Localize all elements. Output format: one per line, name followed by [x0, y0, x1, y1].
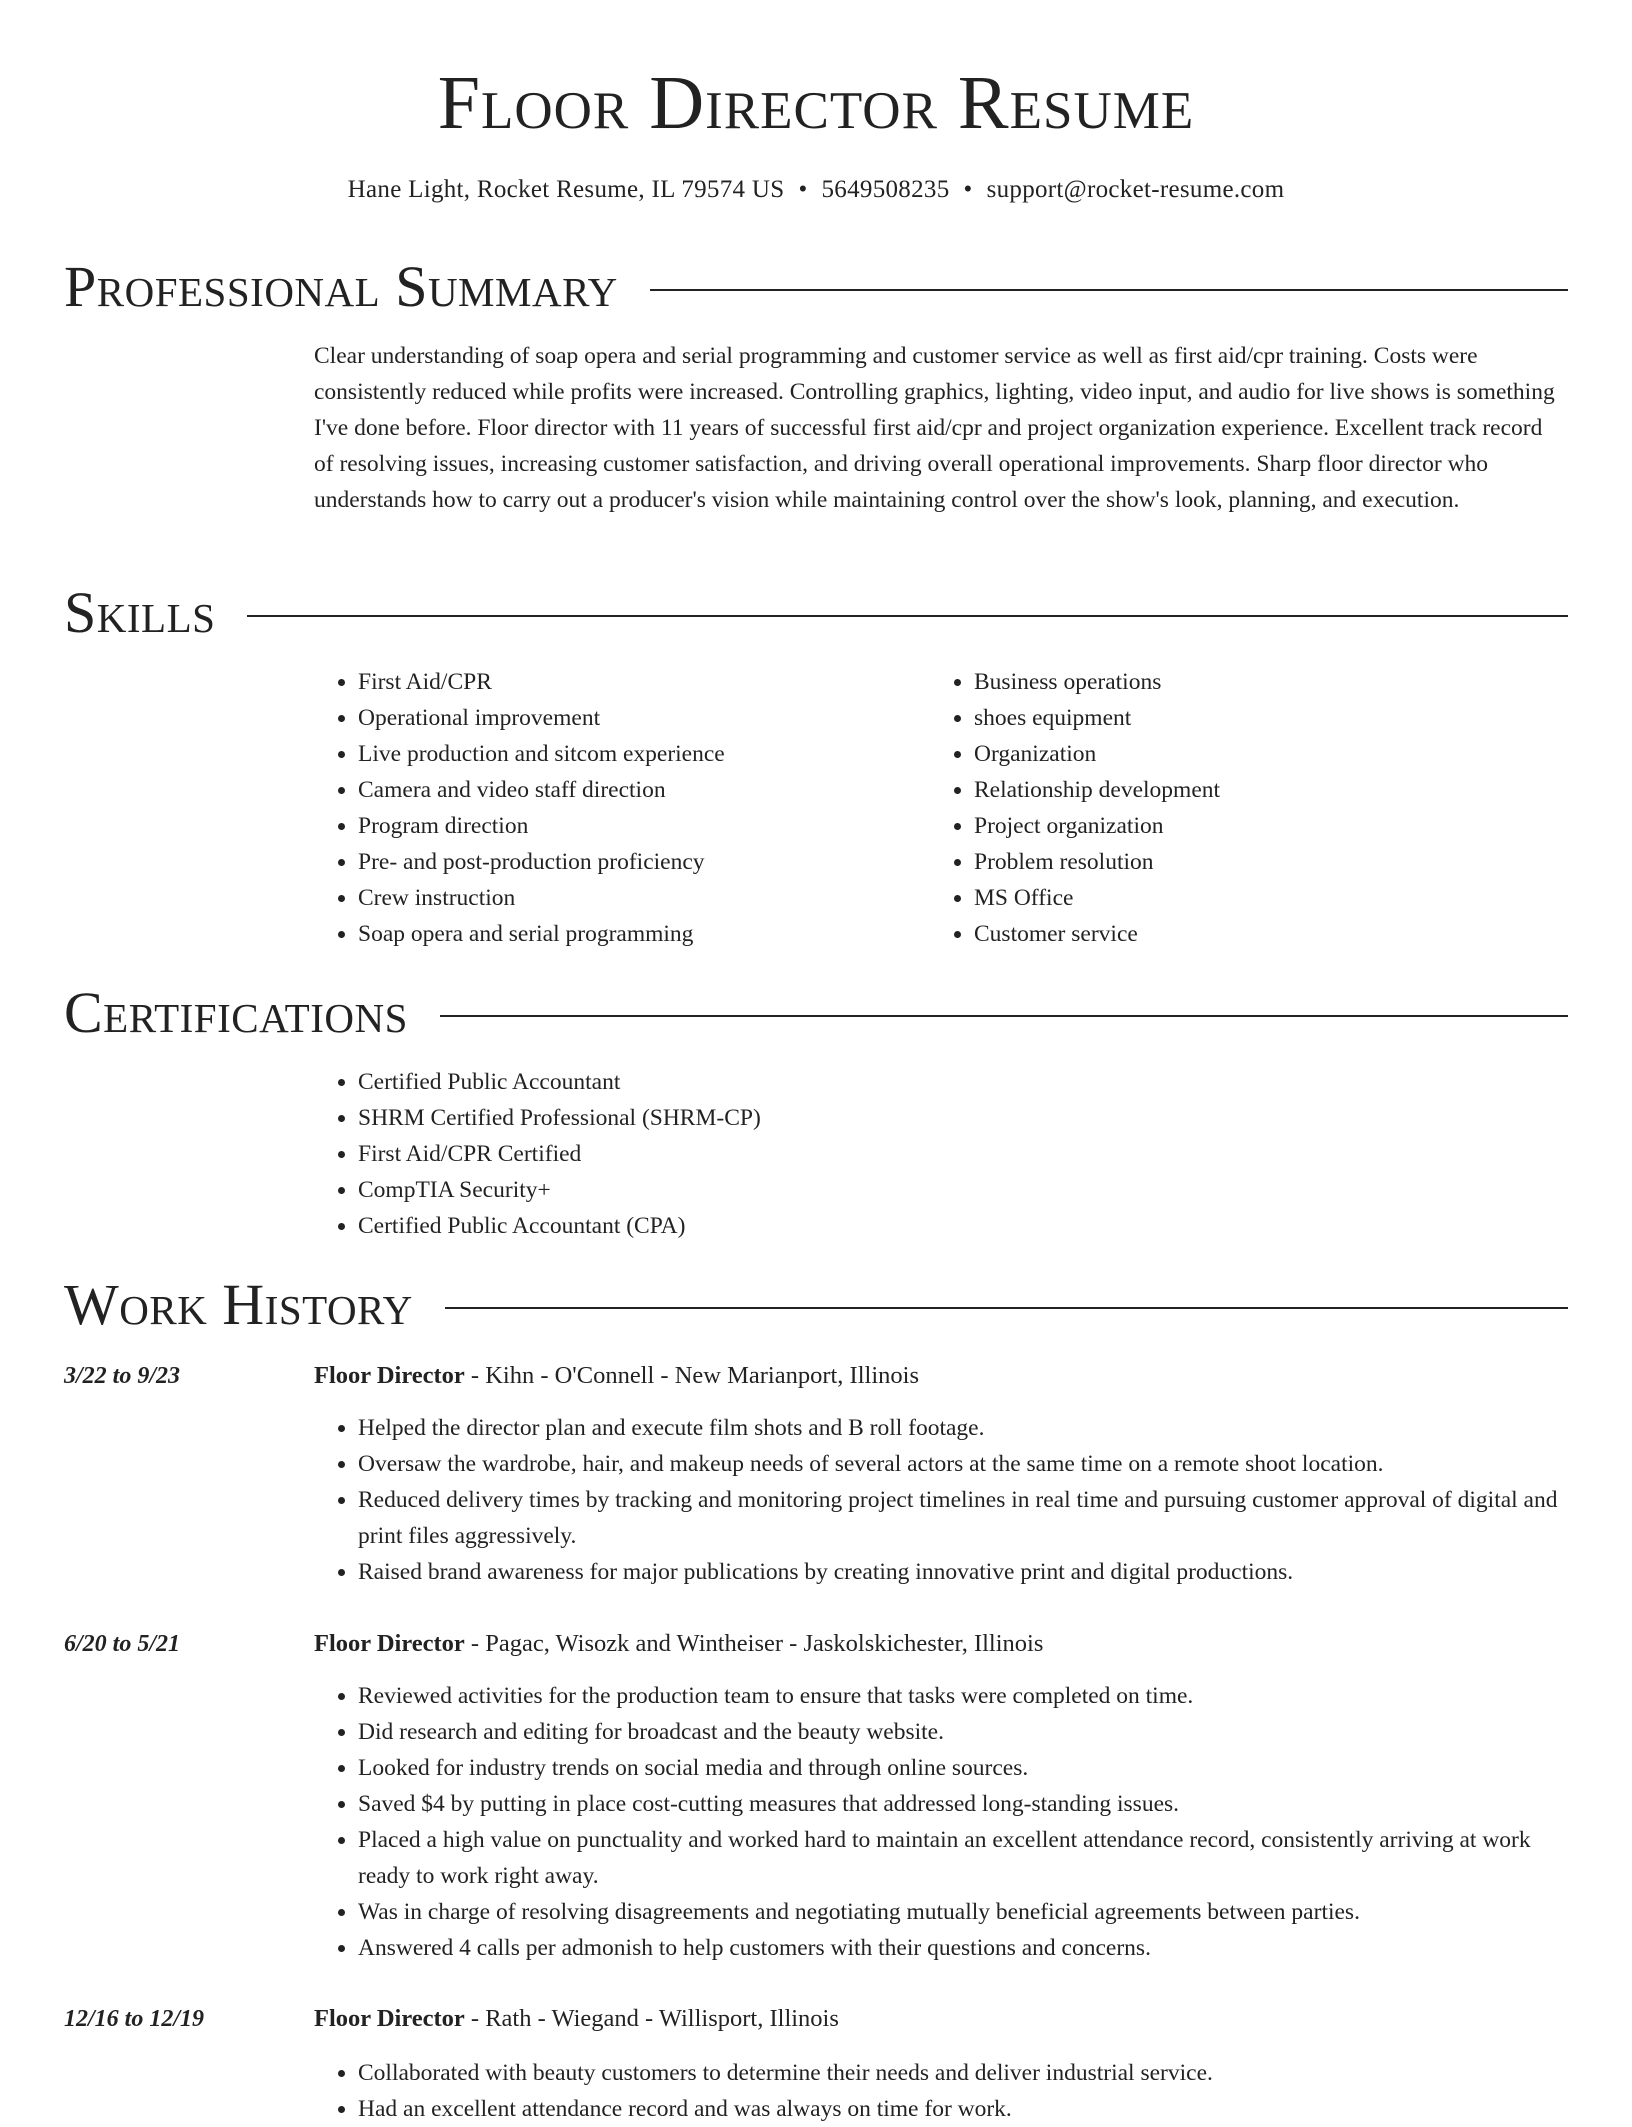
skill-item: • MS Office [974, 880, 1546, 916]
summary-text: Clear understanding of soap opera and serial programming and customer service as well as first aid/cpr training. Costs were consistently reduced while profits were increased. Controlling graphics, lighting, video input, and audio for live shows is something I've done before. Floor director with 11 years of successful first aid/cpr and project organization experience. Excellent track record of resolving issues, increasing customer satisfaction, and driving overall operational improvements. Sharp floor director who understands how to carry out a producer's vision while maintaining control over the show's look, planning, and execution. [314, 343, 1555, 513]
contact-email[interactable]: support@rocket-resume.com [986, 176, 1285, 203]
skills-column-right [930, 664, 1546, 952]
job-title-line [314, 2001, 1566, 2037]
contact-line [0, 172, 1632, 208]
summary-section-header [64, 252, 1568, 322]
job-bullets [314, 2055, 1566, 2127]
job-bullets [314, 1678, 1566, 1966]
job-bullet: • Reduced delivery times by tracking and monitoring project timelines in real time and pursuing customer approval of digital and print files aggressively. [358, 1482, 1566, 1554]
job-bullet: • Raised brand awareness for major publications by creating innovative print and digital productions. [358, 1554, 1566, 1590]
contact-address: Hane Light, Rocket Resume, IL 79574 US [347, 176, 785, 203]
skill-item: • Pre- and post-production proficiency [358, 844, 930, 880]
contact-separator: • [963, 176, 973, 203]
work-history-section-header [64, 1270, 1568, 1340]
job-dates: 3/22 to 9/23 [64, 1363, 181, 1389]
job-bullet: • Looked for industry trends on social media and through online sources. [358, 1750, 1566, 1786]
skill-item: • shoes equipment [974, 700, 1546, 736]
work-history-heading: Work History [64, 1272, 413, 1337]
skill-item: • Soap opera and serial programming [358, 916, 930, 952]
skill-item: • Organization [974, 736, 1546, 772]
job-bullet: • Was in charge of resolving disagreements and negotiating mutually beneficial agreements between parties. [358, 1894, 1566, 1930]
skills-column-left [314, 664, 930, 952]
certifications-list [314, 1064, 1566, 1244]
skill-item: • Customer service [974, 916, 1546, 952]
skill-item: • Camera and video staff direction [358, 772, 930, 808]
skill-item: • Problem resolution [974, 844, 1546, 880]
skill-item: • Business operations [974, 664, 1546, 700]
job-bullet: • Answered 4 calls per admonish to help customers with their questions and concerns. [358, 1930, 1566, 1966]
skill-item: • Program direction [358, 808, 930, 844]
job-employer-location: - Pagac, Wisozk and Wintheiser - Jaskolskichester, Illinois [464, 1630, 1044, 1657]
job-employer-location: - Rath - Wiegand - Willisport, Illinois [464, 2005, 839, 2032]
skill-item: • Relationship development [974, 772, 1546, 808]
section-divider [445, 1307, 1568, 1309]
certification-item: • First Aid/CPR Certified [358, 1136, 1566, 1172]
section-divider [247, 615, 1568, 617]
section-divider [650, 289, 1568, 291]
job-dates: 12/16 to 12/19 [64, 2006, 205, 2032]
skill-item: • Operational improvement [358, 700, 930, 736]
certification-item: • CompTIA Security+ [358, 1172, 1566, 1208]
certifications-section-header [64, 978, 1568, 1048]
page-title: Floor Director Resume [437, 61, 1195, 145]
job-bullet: • Did research and editing for broadcast and the beauty website. [358, 1714, 1566, 1750]
job-bullet: • Oversaw the wardrobe, hair, and makeup needs of several actors at the same time on a remote shoot location. [358, 1446, 1566, 1482]
job-title-line [314, 1626, 1566, 1662]
skill-item: • First Aid/CPR [358, 664, 930, 700]
skill-item: • Project organization [974, 808, 1546, 844]
job-role: Floor Director [314, 1630, 465, 1657]
certifications-heading: Certifications [64, 980, 408, 1045]
certification-item: • Certified Public Accountant (CPA) [358, 1208, 1566, 1244]
job-bullet: • Helped the director plan and execute film shots and B roll footage. [358, 1410, 1566, 1446]
summary-body [314, 338, 1566, 518]
job-bullet: • Had an excellent attendance record and was always on time for work. [358, 2091, 1566, 2127]
job-employer-location: - Kihn - O'Connell - New Marianport, Illinois [464, 1362, 919, 1389]
job-dates: 6/20 to 5/21 [64, 1631, 181, 1657]
job-bullet: • Saved $4 by putting in place cost-cutting measures that addressed long-standing issues. [358, 1786, 1566, 1822]
job-title-line [314, 1358, 1566, 1394]
job-bullets [314, 1410, 1566, 1590]
skills-list [314, 664, 1566, 952]
skills-heading: Skills [64, 580, 216, 645]
job-bullet: • Placed a high value on punctuality and worked hard to maintain an excellent attendance record, consistently arriving at work ready to work right away. [358, 1822, 1566, 1894]
contact-phone: 5649508235 [821, 176, 950, 203]
job-role: Floor Director [314, 1362, 465, 1389]
certification-item: • Certified Public Accountant [358, 1064, 1566, 1100]
skills-section-header [64, 578, 1568, 648]
summary-heading: Professional Summary [64, 254, 618, 319]
section-divider [440, 1015, 1568, 1017]
skill-item: • Crew instruction [358, 880, 930, 916]
skill-item: • Live production and sitcom experience [358, 736, 930, 772]
job-role: Floor Director [314, 2005, 465, 2032]
job-bullet: • Collaborated with beauty customers to determine their needs and deliver industrial service. [358, 2055, 1566, 2091]
certification-item: • SHRM Certified Professional (SHRM-CP) [358, 1100, 1566, 1136]
contact-separator: • [798, 176, 808, 203]
job-bullet: • Reviewed activities for the production team to ensure that tasks were completed on time. [358, 1678, 1566, 1714]
